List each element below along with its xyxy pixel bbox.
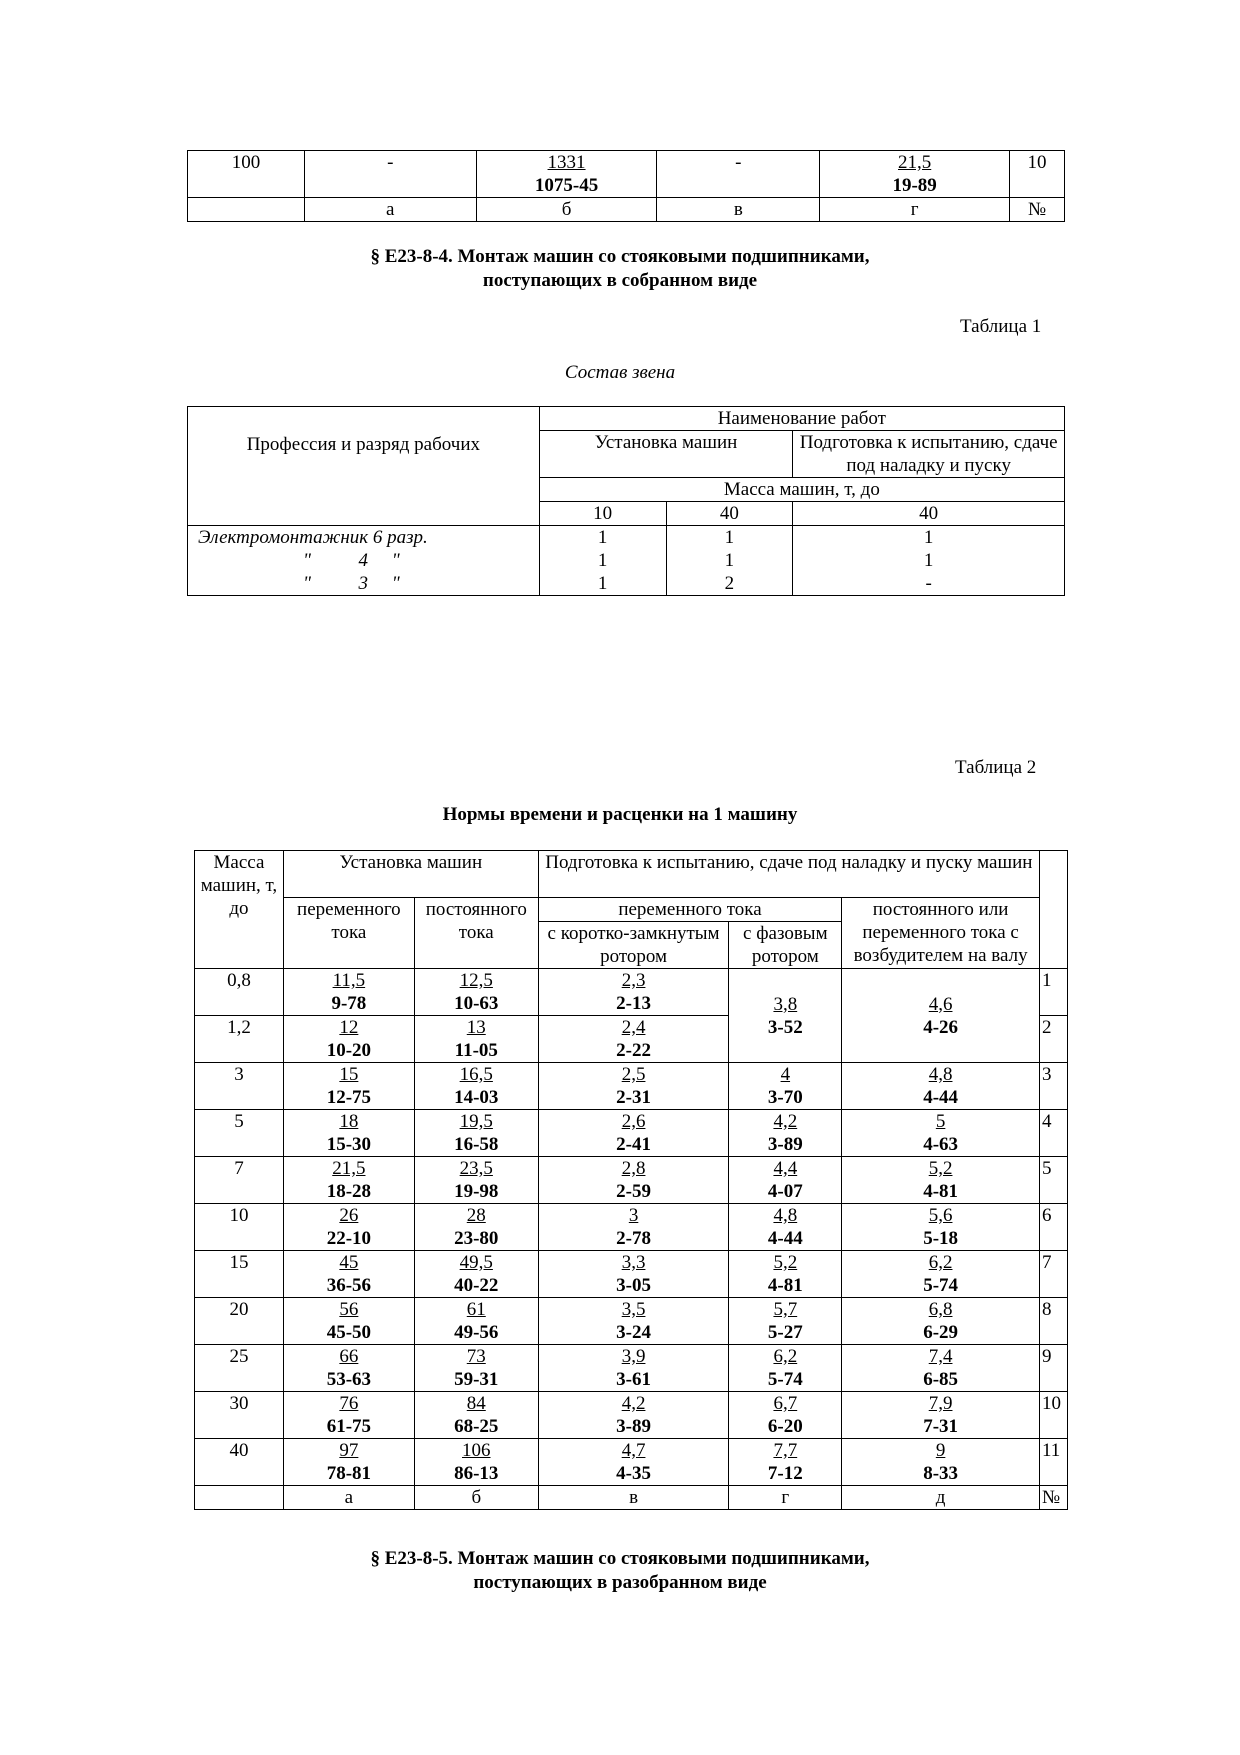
norm-value: 21,5 — [898, 152, 932, 173]
price-value: 15-30 — [326, 1134, 372, 1155]
table-cell: г — [820, 198, 1010, 222]
price-value: 36-56 — [326, 1275, 372, 1296]
table-cell — [283, 1439, 414, 1486]
table-cell — [729, 1157, 842, 1204]
norm-value: 2,8 — [621, 1158, 646, 1179]
table-cell — [538, 1016, 729, 1063]
mass-cell: 7 — [195, 1157, 284, 1204]
table-cell — [842, 1251, 1040, 1298]
norm-value: 3,3 — [621, 1252, 646, 1273]
table-row — [195, 1345, 1068, 1392]
norm-value: 7,9 — [928, 1393, 953, 1414]
price-value: 12-75 — [326, 1087, 372, 1108]
price-value: 4-35 — [616, 1463, 651, 1484]
price-value: 3-24 — [616, 1322, 651, 1343]
table-cell — [842, 1110, 1040, 1157]
profession-cell: " 3 " — [188, 572, 540, 596]
table-caption: Состав звена — [564, 362, 676, 383]
norm-value: 26 — [339, 1205, 359, 1226]
table-cell — [283, 1204, 414, 1251]
mass-cell: 10 — [195, 1204, 284, 1251]
norm-value: 6,7 — [773, 1393, 798, 1414]
table-row — [195, 1157, 1068, 1204]
price-value: 6-29 — [923, 1322, 959, 1343]
price-value: 4-44 — [767, 1228, 803, 1249]
header-cell: Масса машин, т, до — [195, 851, 284, 969]
table-cell — [729, 1063, 842, 1110]
table-cell: а — [304, 198, 476, 222]
table-cell: 2 — [666, 572, 793, 596]
price-value: 5-74 — [923, 1275, 959, 1296]
price-value: 10-20 — [326, 1040, 372, 1061]
norm-value: 61 — [466, 1299, 486, 1320]
top-table — [187, 150, 1065, 222]
price-value: 22-10 — [326, 1228, 372, 1249]
table-cell — [729, 1204, 842, 1251]
norm-value: 56 — [339, 1299, 359, 1320]
table-row — [188, 526, 1065, 550]
price-value: 9-78 — [331, 993, 367, 1014]
heading-line: поступающих в разобранном виде — [473, 1572, 767, 1593]
table-cell — [283, 1251, 414, 1298]
table-cell — [729, 1251, 842, 1298]
price-value: 2-13 — [616, 993, 651, 1014]
table-row — [188, 549, 1065, 572]
norm-value: 12 — [339, 1017, 359, 1038]
norm-value: 3,5 — [621, 1299, 646, 1320]
table-cell: № — [1039, 1486, 1067, 1510]
norm-value: 5,6 — [928, 1205, 953, 1226]
norm-value: 106 — [462, 1440, 491, 1461]
header-cell: Установка машин — [539, 431, 793, 478]
table-cell: 1 — [666, 526, 793, 550]
header-cell: с фазовым ротором — [729, 922, 842, 969]
header-cell: Подготовка к испытанию, сдаче под наладку и пуску — [793, 431, 1065, 478]
table-cell — [842, 1157, 1040, 1204]
table-label: Таблица 1 — [960, 316, 1042, 337]
table-cell: в — [538, 1486, 729, 1510]
table-cell — [538, 1063, 729, 1110]
mass-cell: 15 — [195, 1251, 284, 1298]
price-value: 2-22 — [616, 1040, 651, 1061]
table-row — [188, 151, 1065, 198]
norm-value: 97 — [339, 1440, 359, 1461]
table-cell — [195, 1486, 284, 1510]
letters-row — [188, 198, 1065, 222]
norm-value: 5,2 — [773, 1252, 798, 1273]
norm-value: 2,4 — [621, 1017, 646, 1038]
row-number: 7 — [1039, 1251, 1067, 1298]
table-cell — [538, 1392, 729, 1439]
price-value: 40-22 — [454, 1275, 499, 1296]
norm-value: 4,2 — [773, 1111, 798, 1132]
price-value: 10-63 — [454, 993, 499, 1014]
price-value: 2-78 — [616, 1228, 651, 1249]
table-cell: - — [793, 572, 1065, 596]
crew-table — [187, 406, 1065, 596]
price-value: 1075-45 — [534, 175, 599, 196]
norm-value: 1331 — [547, 152, 586, 173]
table-cell — [283, 1110, 414, 1157]
table-cell: 1 — [539, 572, 666, 596]
table-title: Нормы времени и расценки на 1 машину — [442, 804, 798, 825]
table-row — [195, 1392, 1068, 1439]
table-cell — [283, 1298, 414, 1345]
row-number: 1 — [1039, 969, 1067, 1016]
table-row — [188, 572, 1065, 596]
header-cell: Наименование работ — [539, 407, 1064, 431]
price-value: 8-33 — [923, 1463, 959, 1484]
table-cell — [729, 1345, 842, 1392]
table-cell — [842, 1392, 1040, 1439]
table-cell — [538, 969, 729, 1016]
price-value: 61-75 — [326, 1416, 372, 1437]
norm-value: 4,6 — [928, 993, 953, 1015]
table-cell — [283, 1016, 414, 1063]
table-cell — [538, 1298, 729, 1345]
price-value: 18-28 — [326, 1181, 372, 1202]
header-cell: 10 — [539, 502, 666, 526]
row-number: 2 — [1039, 1016, 1067, 1063]
price-value: 14-03 — [454, 1087, 499, 1108]
norm-value: 2,3 — [621, 970, 646, 991]
table-cell — [729, 1439, 842, 1486]
norm-value: 4,2 — [621, 1393, 646, 1414]
norm-value: 21,5 — [332, 1158, 366, 1179]
table-cell: 1 — [793, 549, 1065, 572]
price-value: 5-18 — [923, 1228, 959, 1249]
table-cell — [283, 1345, 414, 1392]
table-cell — [842, 1345, 1040, 1392]
price-value: 53-63 — [326, 1369, 372, 1390]
table-cell: г — [729, 1486, 842, 1510]
table-cell — [729, 1110, 842, 1157]
table-cell — [842, 969, 1040, 1063]
table-cell — [538, 1345, 729, 1392]
table-cell: б — [414, 1486, 538, 1510]
heading-line: поступающих в собранном виде — [482, 270, 758, 291]
row-number: 6 — [1039, 1204, 1067, 1251]
norm-value: 2,6 — [621, 1111, 646, 1132]
header-cell: 40 — [666, 502, 793, 526]
table-cell — [476, 151, 657, 198]
table-cell — [283, 1392, 414, 1439]
price-value: 19-89 — [892, 175, 937, 196]
price-value: 59-31 — [454, 1369, 499, 1390]
table-cell — [283, 1157, 414, 1204]
table-cell — [538, 1110, 729, 1157]
norm-value: 3,8 — [773, 993, 798, 1015]
norm-value: 45 — [339, 1252, 359, 1273]
price-value: 5-74 — [767, 1369, 803, 1390]
table-row — [195, 1110, 1068, 1157]
norm-value: 12,5 — [459, 970, 493, 991]
norm-value: 7,7 — [773, 1440, 798, 1461]
price-value: 86-13 — [454, 1463, 499, 1484]
norm-value: 18 — [339, 1111, 359, 1132]
table-cell — [842, 1439, 1040, 1486]
norm-value: 5 — [935, 1111, 946, 1132]
table-cell — [414, 1345, 538, 1392]
mass-cell: 25 — [195, 1345, 284, 1392]
table-cell: 1 — [666, 549, 793, 572]
price-value: 11-05 — [454, 1040, 498, 1061]
table-body — [195, 1063, 1068, 1486]
price-value: 7-31 — [923, 1416, 959, 1437]
table-cell — [414, 1110, 538, 1157]
price-value: 5-27 — [767, 1322, 803, 1343]
table-cell — [538, 1204, 729, 1251]
table-cell: 100 — [188, 151, 305, 198]
norm-value: 11,5 — [332, 970, 366, 991]
price-value: 2-59 — [616, 1181, 651, 1202]
table-row — [195, 1251, 1068, 1298]
mass-cell: 5 — [195, 1110, 284, 1157]
table-row — [195, 1298, 1068, 1345]
mass-cell: 30 — [195, 1392, 284, 1439]
table-cell: 10 — [1010, 151, 1065, 198]
profession-cell: Электромонтажник 6 разр. — [188, 526, 540, 550]
table-row — [195, 1204, 1068, 1251]
price-value: 4-07 — [767, 1181, 803, 1202]
table-cell: 1 — [539, 549, 666, 572]
mass-cell: 3 — [195, 1063, 284, 1110]
table-cell — [283, 1063, 414, 1110]
header-cell: с коротко-замкнутым ротором — [538, 922, 729, 969]
price-value: 4-44 — [923, 1087, 959, 1108]
norm-value: 76 — [339, 1393, 359, 1414]
price-value: 49-56 — [454, 1322, 499, 1343]
table-cell — [414, 1063, 538, 1110]
table-label: Таблица 2 — [955, 757, 1037, 778]
table-row — [195, 898, 1068, 922]
table-cell — [842, 1204, 1040, 1251]
table-cell — [842, 1298, 1040, 1345]
header-cell — [1039, 851, 1067, 969]
table-cell — [414, 1016, 538, 1063]
price-value: 4-81 — [923, 1181, 959, 1202]
price-value: 3-05 — [616, 1275, 651, 1296]
norm-value: 66 — [339, 1346, 359, 1367]
table-cell — [842, 1063, 1040, 1110]
price-value: 23-80 — [454, 1228, 499, 1249]
norm-value: 7,4 — [928, 1346, 953, 1367]
norm-value: 19,5 — [459, 1111, 493, 1132]
table-cell: д — [842, 1486, 1040, 1510]
section-heading — [0, 1547, 1240, 1595]
table-cell: б — [476, 198, 657, 222]
table-cell: а — [283, 1486, 414, 1510]
norm-value: 2,5 — [621, 1064, 646, 1085]
table-cell — [414, 969, 538, 1016]
price-value: 3-61 — [616, 1369, 651, 1390]
norm-value: 28 — [466, 1205, 486, 1226]
price-value: 68-25 — [454, 1416, 499, 1437]
row-number: 4 — [1039, 1110, 1067, 1157]
header-cell: Масса машин, т, до — [539, 478, 1064, 502]
table-cell — [729, 1392, 842, 1439]
table-row — [195, 969, 1068, 1016]
row-number: 9 — [1039, 1345, 1067, 1392]
price-value: 4-26 — [923, 1016, 959, 1038]
norm-value: 3 — [628, 1205, 639, 1226]
table-cell — [729, 1298, 842, 1345]
section-heading — [0, 245, 1240, 293]
price-value: 3-70 — [767, 1087, 803, 1108]
header-cell: постоянного тока — [414, 898, 538, 969]
norm-value: 84 — [466, 1393, 486, 1414]
heading-line: § Е23-8-5. Монтаж машин со стояковыми подшипниками, — [370, 1548, 870, 1569]
price-value: 16-58 — [454, 1134, 499, 1155]
row-number: 5 — [1039, 1157, 1067, 1204]
price-value: 4-63 — [923, 1134, 959, 1155]
norm-value: 4,4 — [773, 1158, 798, 1179]
profession-cell: " 4 " — [188, 549, 540, 572]
norm-value: 23,5 — [459, 1158, 493, 1179]
mass-cell: 20 — [195, 1298, 284, 1345]
row-number: 8 — [1039, 1298, 1067, 1345]
table-cell: № — [1010, 198, 1065, 222]
price-value: 2-31 — [616, 1087, 651, 1108]
norms-table — [194, 850, 1068, 1510]
row-number: 11 — [1039, 1439, 1067, 1486]
price-value: 4-81 — [767, 1275, 803, 1296]
norm-value: 6,2 — [928, 1252, 953, 1273]
price-value: 3-89 — [616, 1416, 651, 1437]
table-cell — [729, 969, 842, 1063]
table-cell — [414, 1439, 538, 1486]
header-cell: Подготовка к испытанию, сдаче под наладку и пуску машин — [538, 851, 1039, 898]
norm-value: 6,8 — [928, 1299, 953, 1320]
heading-line: § Е23-8-4. Монтаж машин со стояковыми подшипниками, — [370, 246, 870, 267]
norm-value: 73 — [466, 1346, 486, 1367]
table-cell — [538, 1251, 729, 1298]
table-cell — [414, 1157, 538, 1204]
header-cell: постоянного или переменного тока с возбудителем на валу — [842, 898, 1040, 969]
table-row — [188, 407, 1065, 431]
price-value: 78-81 — [326, 1463, 372, 1484]
table-cell: - — [657, 151, 820, 198]
header-cell: Профессия и разряд рабочих — [188, 407, 540, 526]
table-row — [195, 1063, 1068, 1110]
header-cell: Установка машин — [283, 851, 538, 898]
mass-cell: 1,2 — [195, 1016, 284, 1063]
price-value: 3-52 — [767, 1016, 803, 1038]
price-value: 6-85 — [923, 1369, 959, 1390]
norm-value: 4 — [780, 1064, 791, 1085]
table-cell — [414, 1204, 538, 1251]
norm-value: 5,2 — [928, 1158, 953, 1179]
table-row — [195, 1439, 1068, 1486]
table-cell: - — [304, 151, 476, 198]
price-value: 3-89 — [767, 1134, 803, 1155]
row-number: 10 — [1039, 1392, 1067, 1439]
table-cell — [414, 1298, 538, 1345]
price-value: 6-20 — [767, 1416, 803, 1437]
norm-value: 13 — [466, 1017, 486, 1038]
norm-value: 4,8 — [773, 1205, 798, 1226]
letters-row — [195, 1486, 1068, 1510]
header-cell: 40 — [793, 502, 1065, 526]
table-cell: в — [657, 198, 820, 222]
table-cell — [414, 1392, 538, 1439]
table-cell — [538, 1157, 729, 1204]
table-cell — [188, 198, 305, 222]
norm-value: 15 — [339, 1064, 359, 1085]
mass-cell: 40 — [195, 1439, 284, 1486]
norm-value: 16,5 — [459, 1064, 493, 1085]
table-cell — [820, 151, 1010, 198]
table-cell — [414, 1251, 538, 1298]
table-row — [195, 851, 1068, 898]
price-value: 2-41 — [616, 1134, 651, 1155]
norm-value: 49,5 — [459, 1252, 493, 1273]
price-value: 19-98 — [454, 1181, 499, 1202]
price-value: 7-12 — [767, 1463, 803, 1484]
norm-value: 4,7 — [621, 1440, 646, 1461]
norm-value: 9 — [935, 1440, 946, 1461]
norm-value: 3,9 — [621, 1346, 646, 1367]
mass-cell: 0,8 — [195, 969, 284, 1016]
table-cell — [538, 1439, 729, 1486]
table-cell — [283, 969, 414, 1016]
norm-value: 5,7 — [773, 1299, 798, 1320]
header-cell: переменного тока — [283, 898, 414, 969]
norm-value: 4,8 — [928, 1064, 953, 1085]
row-number: 3 — [1039, 1063, 1067, 1110]
price-value: 45-50 — [326, 1322, 372, 1343]
norm-value: 6,2 — [773, 1346, 798, 1367]
header-cell: переменного тока — [538, 898, 842, 922]
table-cell: 1 — [793, 526, 1065, 550]
table-cell: 1 — [539, 526, 666, 550]
